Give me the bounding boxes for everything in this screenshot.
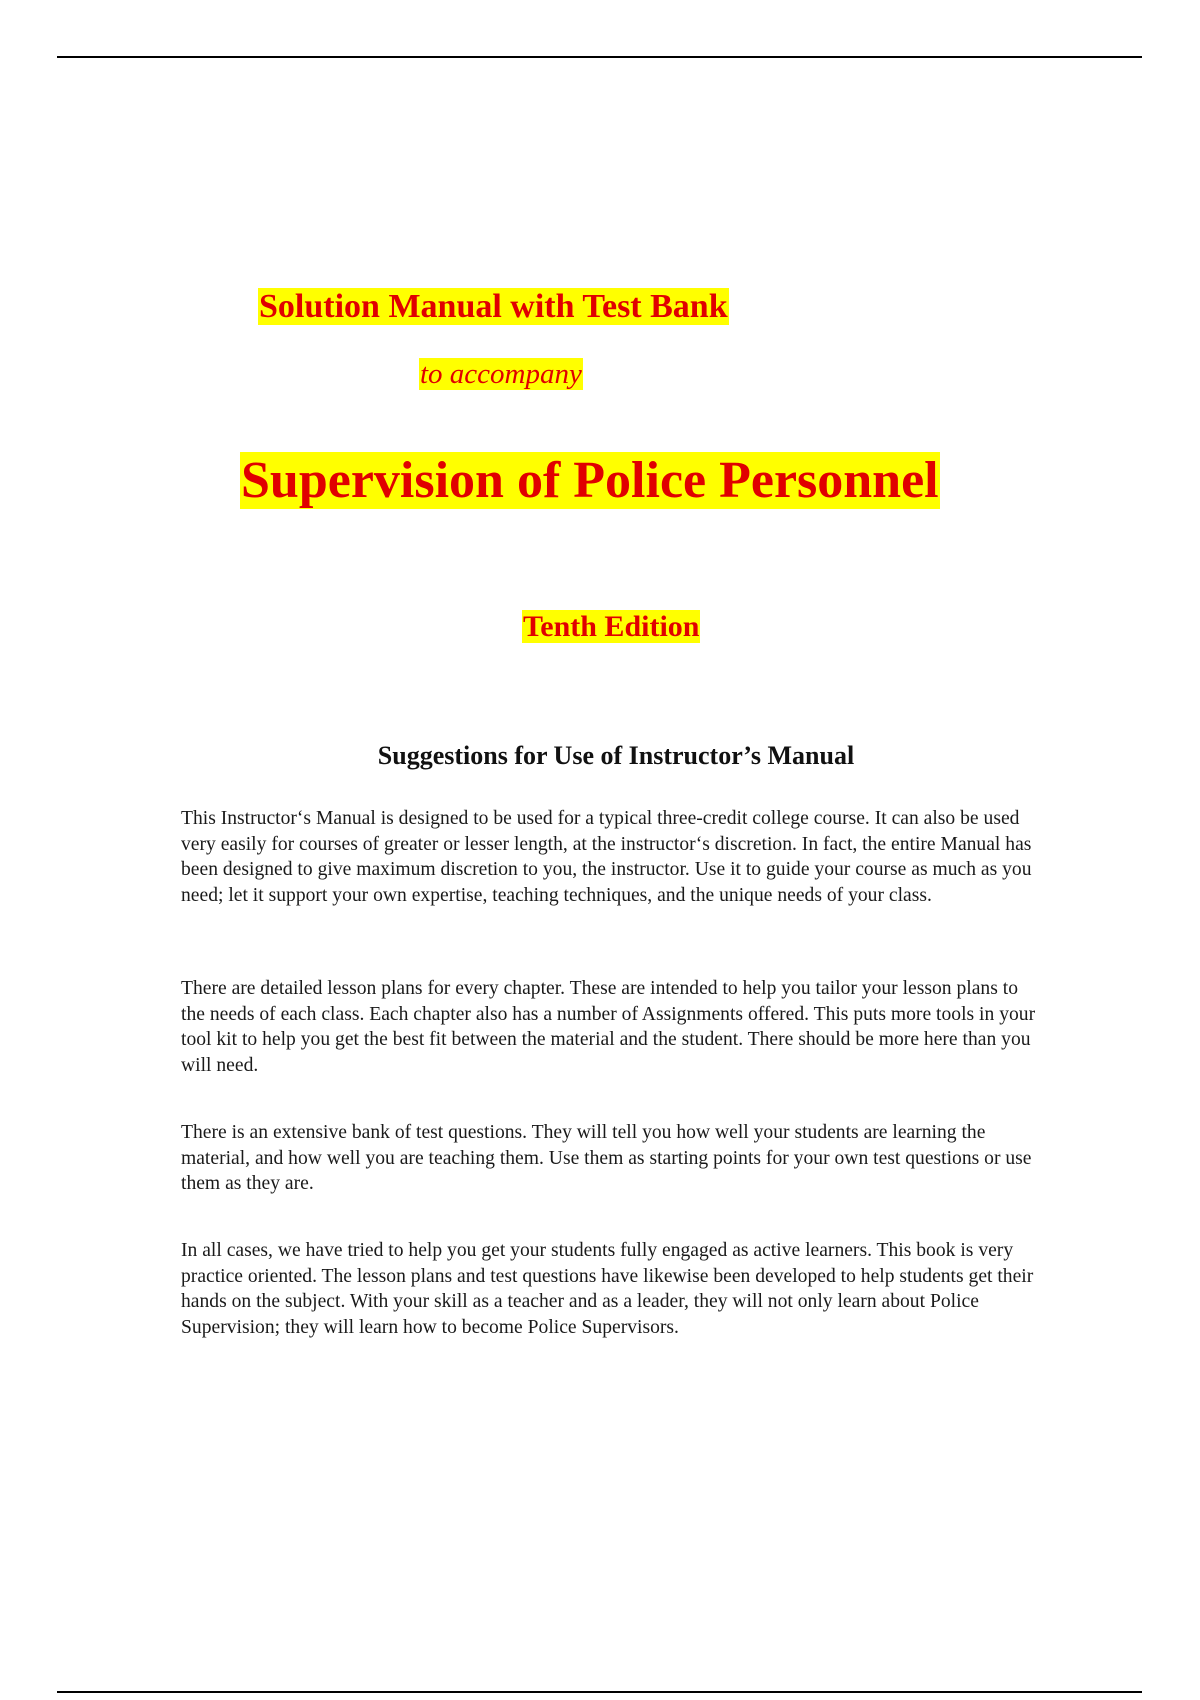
book-title-text: Supervision of Police Personnel xyxy=(241,452,939,509)
paragraph-4: In all cases, we have tried to help you get your students fully engaged as active learners. This book is very practice oriented. The lesson plans and test questions have likewise been developed to help students get their hands on the subject. With your skill as a teacher and as a leader, they will not only learn about Police Supervision; they will learn how to become Police Supervisors. xyxy=(181,1240,1034,1339)
cover-title-line2 xyxy=(419,356,583,392)
edition xyxy=(522,608,700,646)
cover-title-line1-text: Solution Manual with Test Bank xyxy=(259,288,728,325)
paragraph-2: There are detailed lesson plans for every chapter. These are intended to help you tailor your lesson plans to the needs of each class. Each chapter also has a number of Assignments offered. This puts more tools in your tool kit to help you get the best fit between the material and the student. There should be more here than you will need. xyxy=(181,978,1036,1077)
cover-title-line2-text: to accompany xyxy=(420,358,582,390)
book-title xyxy=(240,448,940,513)
cover-title-line1 xyxy=(258,286,729,329)
section-heading: Suggestions for Use of Instructor’s Manual xyxy=(377,741,855,770)
edition-text: Tenth Edition xyxy=(523,610,700,643)
bottom-rule xyxy=(57,1691,1142,1693)
paragraph-1: This Instructor‘s Manual is designed to be used for a typical three-credit college course. It can also be used very easily for courses of greater or lesser length, at the instructor‘s discretion. In fact, the entire Manual has been designed to give maximum discretion to you, the instructor. Use it to guide your course as much as you need; let it support your own expertise, teaching techniques, and the unique needs of your class. xyxy=(181,808,1032,907)
paragraph-3: There is an extensive bank of test questions. They will tell you how well your students are learning the material, and how well you are teaching them. Use them as starting points for your own test questions or use them as they are. xyxy=(181,1122,1032,1195)
top-rule xyxy=(57,56,1142,58)
